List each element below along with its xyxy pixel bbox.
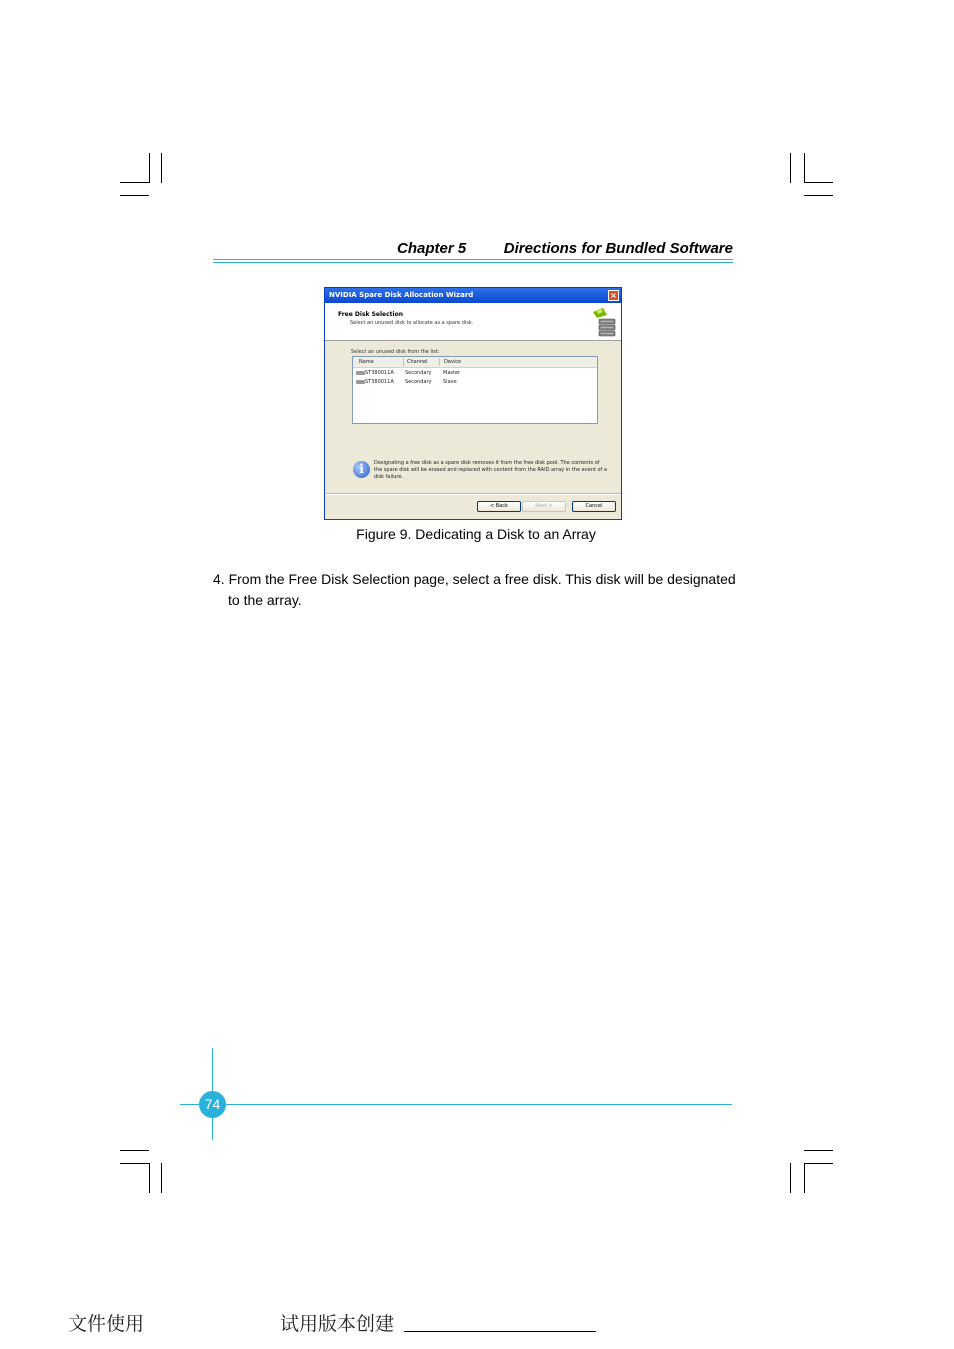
list-header bbox=[353, 357, 597, 368]
chapter-number: Chapter 5 bbox=[397, 240, 467, 257]
header-rule bbox=[213, 259, 733, 260]
section-subtitle: Select an unused disk to allocate as a spare disk. bbox=[350, 320, 474, 326]
table-row[interactable] bbox=[353, 378, 597, 387]
table-row[interactable] bbox=[353, 369, 597, 378]
column-name[interactable]: Name bbox=[359, 359, 374, 365]
crop-mark bbox=[804, 1163, 805, 1193]
crop-mark bbox=[804, 195, 833, 196]
watermark-right: 试用版本创建 bbox=[280, 1313, 395, 1335]
disk-device: Slave bbox=[443, 379, 457, 385]
hard-disk-icon bbox=[356, 380, 365, 384]
dialog-header bbox=[325, 303, 621, 341]
hard-disk-icon bbox=[356, 371, 365, 375]
crop-mark bbox=[120, 1150, 149, 1151]
crop-mark bbox=[790, 1163, 791, 1193]
crop-mark bbox=[804, 153, 805, 183]
disk-channel: Secondary bbox=[405, 379, 432, 385]
info-text: Designating a free disk as a spare disk removes it from the free disk pool. The contents of the spare disk will be erased and replaced with content from the RAID array in the event of a disk failure. bbox=[374, 460, 607, 480]
disk-channel: Secondary bbox=[405, 370, 432, 376]
watermark-underline bbox=[404, 1331, 596, 1332]
column-channel[interactable]: Channel bbox=[407, 359, 428, 365]
crop-mark bbox=[120, 195, 149, 196]
crop-mark bbox=[120, 1163, 149, 1164]
disk-stack-icon bbox=[591, 307, 617, 337]
wizard-dialog bbox=[324, 287, 622, 520]
back-button[interactable]: < Back bbox=[477, 501, 521, 512]
disk-list[interactable] bbox=[352, 356, 598, 424]
chapter-title: Directions for Bundled Software bbox=[503, 240, 733, 257]
disk-name: ST380011A bbox=[365, 379, 394, 385]
crop-mark bbox=[804, 182, 833, 183]
crop-mark bbox=[120, 182, 149, 183]
instruction-paragraph bbox=[213, 569, 753, 611]
section-title: Free Disk Selection bbox=[338, 311, 403, 318]
footer-rule bbox=[180, 1104, 732, 1105]
dialog-title: NVIDIA Spare Disk Allocation Wizard bbox=[329, 291, 474, 299]
crop-mark bbox=[161, 1163, 162, 1193]
close-button[interactable]: × bbox=[608, 290, 619, 301]
crop-mark bbox=[149, 153, 150, 183]
column-device[interactable]: Device bbox=[444, 359, 462, 365]
crop-mark bbox=[149, 1163, 150, 1193]
header-rule bbox=[213, 262, 733, 263]
button-separator bbox=[325, 493, 621, 495]
info-icon: i bbox=[353, 461, 370, 478]
disk-name: ST380011A bbox=[365, 370, 394, 376]
figure-caption: Figure 9. Dedicating a Disk to an Array bbox=[356, 526, 596, 542]
watermark-left: 文件使用 bbox=[68, 1313, 145, 1335]
next-button[interactable]: Next > bbox=[522, 501, 566, 512]
crop-mark bbox=[804, 1163, 833, 1164]
instruction-line: to the array. bbox=[228, 592, 302, 608]
crop-mark bbox=[804, 1150, 833, 1151]
page-number: 74 bbox=[199, 1091, 226, 1118]
crop-mark bbox=[790, 153, 791, 183]
list-label: Select an unused disk from the list: bbox=[351, 349, 440, 355]
instruction-line: 4. From the Free Disk Selection page, select a free disk. This disk will be designated bbox=[213, 571, 736, 587]
chapter-header bbox=[213, 240, 733, 258]
crop-mark bbox=[161, 153, 162, 183]
cancel-button[interactable]: Cancel bbox=[572, 501, 616, 512]
dialog-titlebar bbox=[325, 288, 621, 303]
disk-device: Master bbox=[443, 370, 461, 376]
